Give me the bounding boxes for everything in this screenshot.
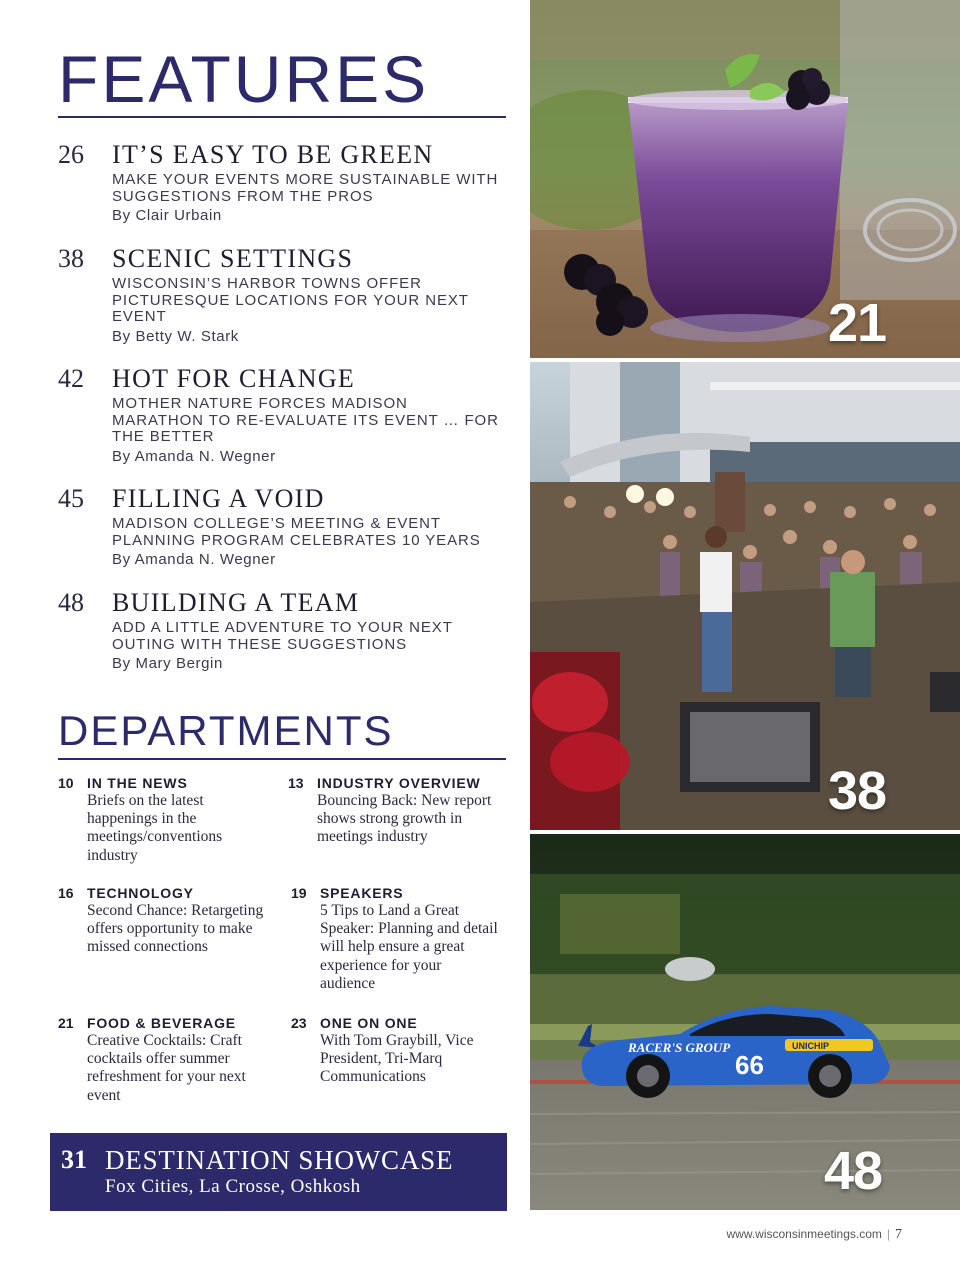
- department-title: INDUSTRY OVERVIEW: [317, 775, 481, 791]
- photo-page-number: 38: [828, 761, 887, 821]
- footer-page-number: 7: [895, 1227, 902, 1242]
- department-description: With Tom Graybill, Vice President, Tri-Marq Communications: [320, 1032, 474, 1086]
- feature-title: SCENIC SETTINGS: [112, 244, 354, 273]
- feature-page-number: 42: [58, 364, 84, 393]
- department-description: Bouncing Back: New report shows strong growth in meetings industry: [317, 792, 492, 846]
- department-description: 5 Tips to Land a Great Speaker: Planning and detail will help ensure a great experience for your audience: [320, 902, 498, 992]
- feature-subtitle: MADISON COLLEGE’S MEETING & EVENT PLANNING PROGRAM CELEBRATES 10 YEARS: [112, 515, 481, 549]
- department-description: Second Chance: Retargeting offers opportunity to make missed connections: [87, 902, 264, 956]
- photo-page-number: 21: [828, 293, 887, 353]
- showcase-description: Fox Cities, La Crosse, Oshkosh: [105, 1176, 361, 1197]
- feature-subtitle: WISCONSIN’S HARBOR TOWNS OFFER PICTURESQUE LOCATIONS FOR YOUR NEXT EVENT: [112, 275, 469, 325]
- department-page-number: 23: [291, 1015, 307, 1031]
- showcase-page-number: 31: [61, 1145, 87, 1174]
- department-page-number: 10: [58, 775, 74, 791]
- feature-byline: By Amanda N. Wegner: [112, 551, 276, 568]
- feature-title: BUILDING A TEAM: [112, 588, 360, 617]
- department-page-number: 21: [58, 1015, 74, 1031]
- feature-title: HOT FOR CHANGE: [112, 364, 356, 393]
- feature-byline: By Mary Bergin: [112, 655, 223, 672]
- department-title: IN THE NEWS: [87, 775, 188, 791]
- department-page-number: 19: [291, 885, 307, 901]
- department-description: Creative Cocktails: Craft cocktails offer summer refreshment for your next event: [87, 1032, 246, 1104]
- cocktail-image: [530, 0, 960, 358]
- feature-title: IT’S EASY TO BE GREEN: [112, 140, 434, 169]
- departments-heading: DEPARTMENTS: [58, 707, 394, 754]
- cocktail-photo[interactable]: [530, 0, 960, 358]
- features-heading: FEATURES: [58, 42, 430, 116]
- car-decal-text: RACER'S GROUP: [628, 1040, 731, 1055]
- concert-photo[interactable]: [530, 362, 960, 830]
- car-number: 66: [735, 1050, 764, 1080]
- feature-title: FILLING A VOID: [112, 484, 325, 513]
- feature-subtitle: ADD A LITTLE ADVENTURE TO YOUR NEXT OUTING WITH THESE SUGGESTIONS: [112, 619, 453, 653]
- footer-url[interactable]: www.wisconsinmeetings.com: [726, 1227, 882, 1241]
- feature-page-number: 38: [58, 244, 84, 273]
- feature-subtitle: MAKE YOUR EVENTS MORE SUSTAINABLE WITH SUGGESTIONS FROM THE PROS: [112, 171, 499, 205]
- feature-byline: By Clair Urbain: [112, 207, 222, 224]
- race-car-photo[interactable]: [530, 834, 960, 1210]
- department-page-number: 13: [288, 775, 304, 791]
- feature-page-number: 48: [58, 588, 84, 617]
- feature-subtitle: MOTHER NATURE FORCES MADISON MARATHON TO RE-EVALUATE ITS EVENT … FOR THE BETTER: [112, 395, 499, 445]
- department-title: FOOD & BEVERAGE: [87, 1015, 236, 1031]
- features-divider: [58, 116, 506, 118]
- showcase-title: DESTINATION SHOWCASE: [105, 1145, 454, 1175]
- department-page-number: 16: [58, 885, 74, 901]
- feature-byline: By Betty W. Stark: [112, 328, 239, 345]
- department-title: ONE ON ONE: [320, 1015, 418, 1031]
- feature-page-number: 45: [58, 484, 84, 513]
- destination-showcase-banner[interactable]: [50, 1133, 507, 1211]
- footer-separator: |: [886, 1227, 890, 1241]
- race-car-image: [530, 834, 960, 1210]
- feature-page-number: 26: [58, 140, 84, 169]
- departments-divider: [58, 758, 506, 760]
- department-title: SPEAKERS: [320, 885, 404, 901]
- feature-byline: By Amanda N. Wegner: [112, 448, 276, 465]
- department-description: Briefs on the latest happenings in the meetings/conventions industry: [87, 792, 223, 864]
- page-footer: [726, 1227, 902, 1243]
- department-title: TECHNOLOGY: [87, 885, 194, 901]
- photo-page-number: 48: [824, 1141, 883, 1201]
- car-sponsor-text: UNICHIP: [792, 1041, 830, 1051]
- concert-image: [530, 362, 960, 830]
